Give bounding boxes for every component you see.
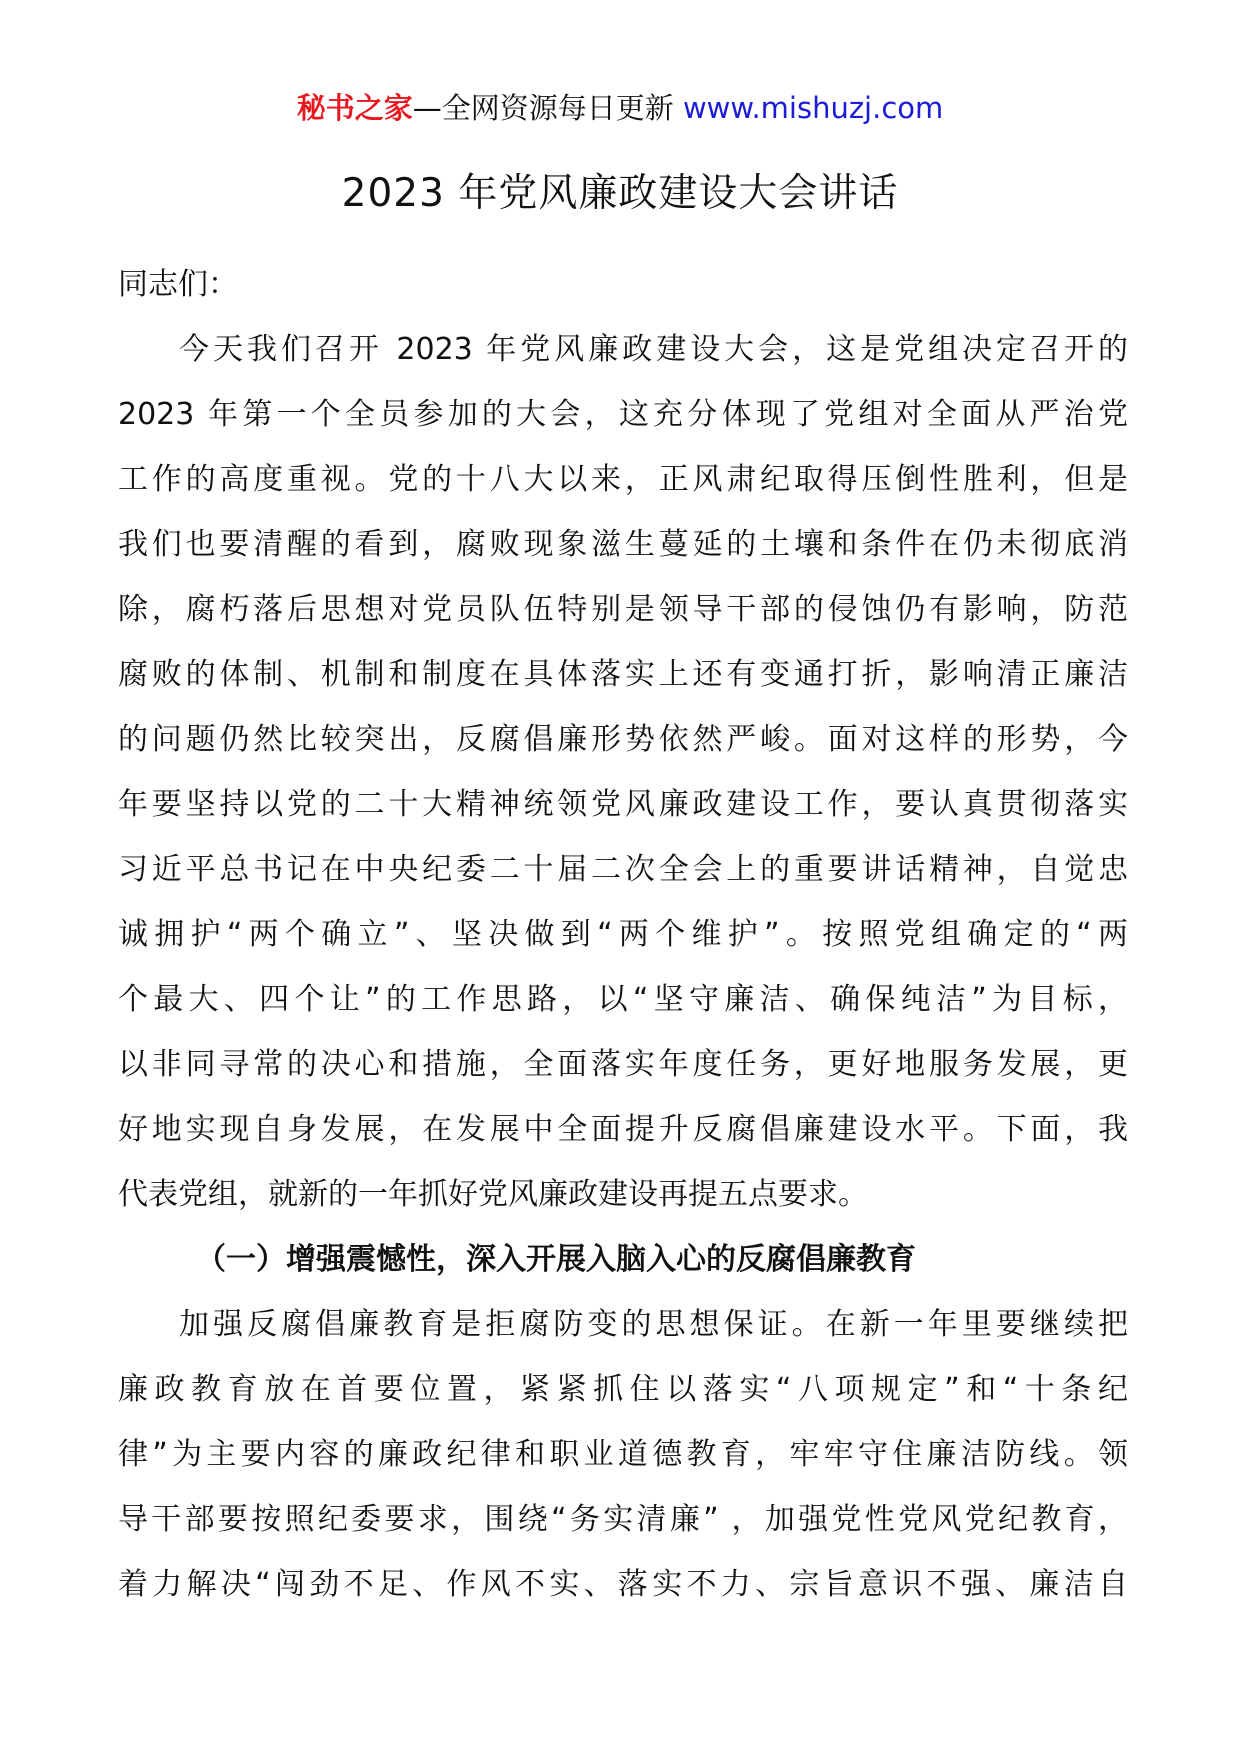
- paragraph-1-line: 以非同寻常的决心和措施，全面落实年度任务，更好地服务发展，更: [118, 1047, 1128, 1082]
- paragraph-2-line: 导干部要按照纪委要求，围绕“务实清廉” ，加强党性党风党纪教育，: [118, 1502, 1128, 1537]
- section-1-heading: （一）增强震憾性，深入开展入脑入心的反腐倡廉教育: [196, 1242, 916, 1277]
- paragraph-1-line: 今天我们召开 2023 年党风廉政建设大会，这是党组决定召开的: [179, 332, 1128, 367]
- paragraph-1-line: 2023 年第一个全员参加的大会，这充分体现了党组对全面从严治党: [118, 397, 1128, 432]
- paragraph-1-line: 好地实现自身发展，在发展中全面提升反腐倡廉建设水平。下面，我: [118, 1112, 1128, 1147]
- brand-name: 秘书之家: [296, 91, 413, 125]
- paragraph-2-line: 着力解决“闯劲不足、作风不实、落实不力、宗旨意识不强、廉洁自: [118, 1567, 1128, 1602]
- paragraph-1-line: 习近平总书记在中央纪委二十届二次全会上的重要讲话精神，自觉忠: [118, 852, 1128, 887]
- document-title: 2023 年党风廉政建设大会讲话: [341, 171, 899, 216]
- paragraph-2-line: 加强反腐倡廉教育是拒腐防变的思想保证。在新一年里要继续把: [179, 1307, 1128, 1342]
- paragraph-1-line: 除，腐朽落后思想对党员队伍特别是领导干部的侵蚀仍有影响，防范: [118, 592, 1128, 627]
- document-body: [118, 252, 1128, 1617]
- paragraph-1-line: 年要坚持以党的二十大精神统领党风廉政建设工作，要认真贯彻落实: [118, 787, 1128, 822]
- paragraph-2-line: 廉政教育放在首要位置，紧紧抓住以落实“八项规定”和“十条纪: [118, 1372, 1128, 1407]
- paragraph-1-line: 的问题仍然比较突出，反腐倡廉形势依然严峻。面对这样的形势，今: [118, 722, 1128, 757]
- paragraph-1-line: 我们也要清醒的看到，腐败现象滋生蔓延的土壤和条件在仍未彻底消: [118, 527, 1128, 562]
- site-url-link[interactable]: www.mishuzj.com: [682, 91, 944, 125]
- paragraph-1-line: 代表党组，就新的一年抓好党风廉政建设再提五点要求。: [118, 1177, 868, 1212]
- paragraph-1-line: 个最大、四个让”的工作思路，以“坚守廉洁、确保纯洁”为目标，: [118, 982, 1128, 1017]
- paragraph-1-line: 诚拥护“两个确立”、坚决做到“两个维护”。按照党组确定的“两: [118, 917, 1128, 952]
- paragraph-2-line: 律”为主要内容的廉政纪律和职业道德教育，牢牢守住廉洁防线。领: [118, 1437, 1128, 1472]
- paragraph-1-line: 腐败的体制、机制和制度在具体落实上还有变通打折，影响清正廉洁: [118, 657, 1128, 692]
- salutation: 同志们：: [118, 267, 238, 302]
- site-banner: [0, 88, 1240, 128]
- banner-tagline: —全网资源每日更新: [412, 91, 683, 125]
- paragraph-1-line: 工作的高度重视。党的十八大以来，正风肃纪取得压倒性胜利，但是: [118, 462, 1128, 497]
